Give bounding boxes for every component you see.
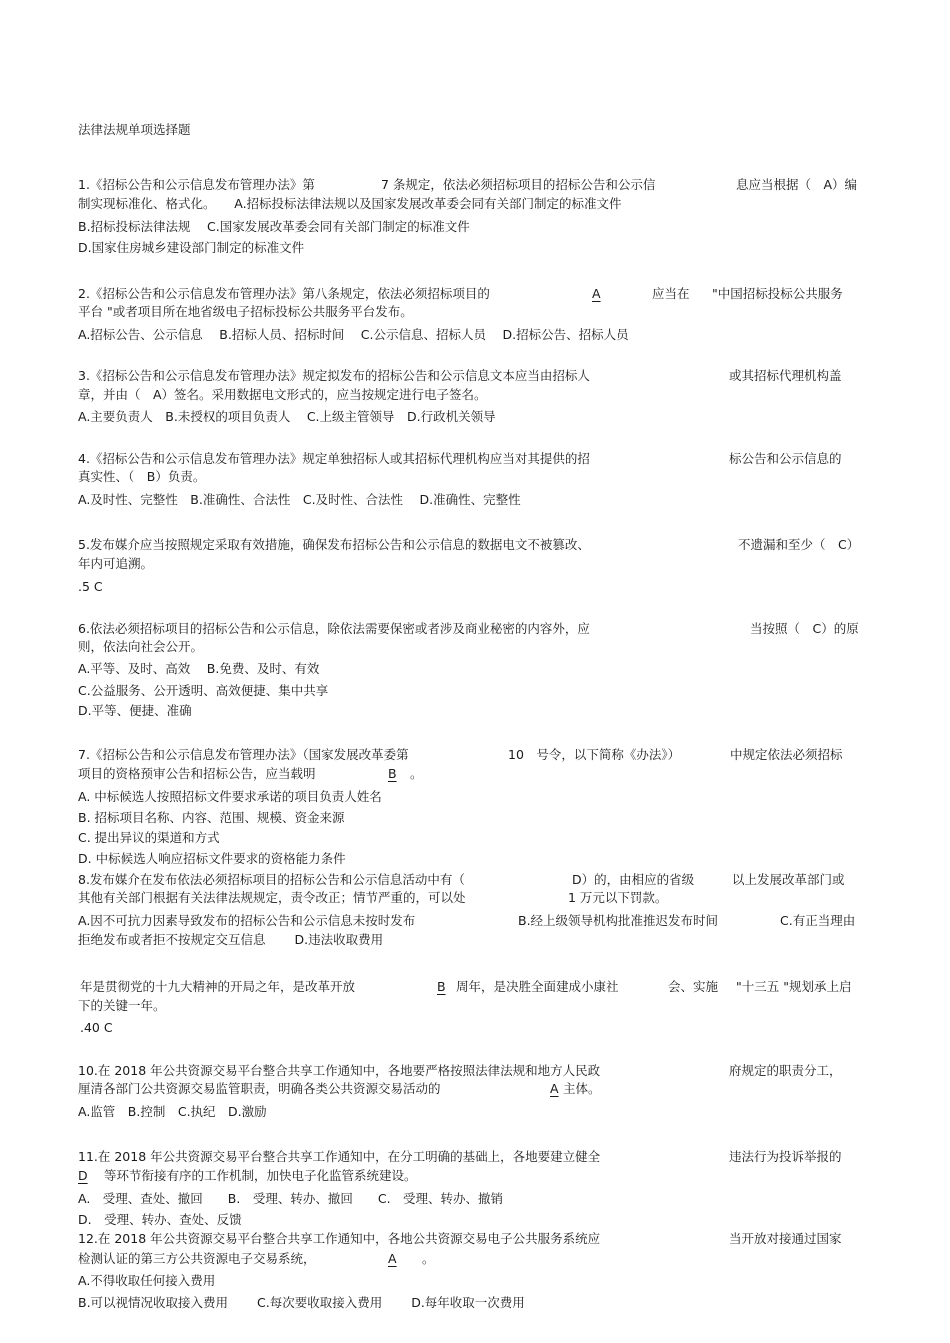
q6-line1-part2: 当按照（ C）的原 — [750, 621, 859, 636]
q4-line1-part1: 4.《招标公告和公示信息发布管理办法》规定单独招标人或其招标代理机构应当对其提供的招 — [78, 451, 590, 466]
q1-line1-part2: 7 条规定，依法必须招标项目的招标公告和公示信 — [381, 177, 656, 192]
q10-options: A.监管 B.控制 C.执纪 D.激励 — [78, 1104, 267, 1119]
q7-line1-part1: 7.《招标公告和公示信息发布管理办法》（国家发展改革委第 — [78, 747, 409, 762]
q12-line2-part1: 检测认证的第三方公共资源电子交易系统， — [78, 1251, 316, 1266]
q9-line1-part1: 年是贯彻党的十九大精神的开局之年，是改革开放 — [80, 979, 356, 994]
q6-options-a-b: A.平等、及时、高效 B.免费、及时、有效 — [78, 661, 320, 676]
q7-option-d: D. 中标候选人响应招标文件要求的资格能力条件 — [78, 851, 346, 866]
q12-line1-part1: 12.在 2018 年公共资源交易平台整合共享工作通知中，各地公共资源交易电子公共服务系统应 — [78, 1231, 601, 1246]
q2-line1-part1: 2.《招标公告和公示信息发布管理办法》第八条规定，依法必须招标项目的 — [78, 286, 490, 301]
q2-line1-part3: 应当在 — [652, 286, 690, 301]
q10-answer-blank — [550, 1079, 560, 1098]
q7-option-c: C. 提出异议的渠道和方式 — [78, 830, 220, 845]
q9-answer: B — [437, 979, 446, 994]
q10-line2-part1: 厘清各部门公共资源交易监管职责，明确各类公共资源交易活动的 — [78, 1081, 441, 1096]
q2-line2: 平台 "或者项目所在地省级电子招标投标公共服务平台发布。 — [78, 304, 413, 319]
q12-options-b-c-d: B.可以视情况收取接入费用 C.每次要收取接入费用 D.每年收取一次费用 — [78, 1295, 525, 1310]
q6-option-d: D.平等、便捷、准确 — [78, 703, 192, 718]
q7-line2-part3: 。 — [410, 766, 423, 781]
q11-answer-blank — [78, 1166, 102, 1185]
q1-line1-part1: 1.《招标公告和公示信息发布管理办法》第 — [78, 177, 315, 192]
q11-option-d: D. 受理、转办、查处、反馈 — [78, 1212, 242, 1227]
q9-line1-part3: 周年，是决胜全面建成小康社 — [456, 979, 619, 994]
q10-line1-part2: 府规定的职责分工， — [729, 1063, 842, 1078]
q2-answer: A — [592, 286, 601, 301]
q12-line1-part2: 当开放对接通过国家 — [729, 1231, 842, 1246]
q3-line2: 章，并由（ A）签名。采用数据电文形式的，应当按规定进行电子签名。 — [78, 387, 487, 402]
q12-line2-part3: 。 — [422, 1251, 435, 1266]
document-title: 法律法规单项选择题 — [78, 122, 191, 137]
q7-answer-blank — [388, 764, 408, 783]
q9-line1-part5: "十三五 "规划承上启 — [736, 979, 852, 994]
q8-line1-part1: 8.发布媒介在发布依法必须招标项目的招标公告和公示信息活动中有（ — [78, 872, 465, 887]
q11-line1-part1: 11.在 2018 年公共资源交易平台整合共享工作通知中，在分工明确的基础上，各地要建立健全 — [78, 1149, 601, 1164]
q8-option-c-part1: C.有正当理由 — [780, 913, 856, 928]
q8-option-b: B.经上级领导机构批准推迟发布时间 — [518, 913, 719, 928]
q11-options-a-b-c: A. 受理、查处、撤回 B. 受理、转办、撤回 C. 受理、转办、撤销 — [78, 1191, 504, 1206]
q2-answer-blank — [592, 284, 648, 303]
q8-line1-part2: D）的，由相应的省级 — [572, 872, 695, 887]
q9-line1-part4: 会、实施 — [668, 979, 719, 994]
q10-line2-part3: 主体。 — [563, 1081, 601, 1096]
q5-line2: 年内可追溯。 — [78, 556, 154, 571]
q7-line2-part1: 项目的资格预审公告和招标公告，应当载明 — [78, 766, 316, 781]
q8-option-a: A.因不可抗力因素导致发布的招标公告和公示信息未按时发布 — [78, 913, 416, 928]
q8-line2-part2: 1 万元以下罚款。 — [568, 890, 668, 905]
q4-line1-part2: 标公告和公示信息的 — [729, 451, 842, 466]
q2-options: A.招标公告、公示信息 B.招标人员、招标时间 C.公示信息、招标人员 D.招标公告、招标人员 — [78, 327, 629, 342]
q6-line2: 则，依法向社会公开。 — [78, 639, 204, 654]
q3-line1-part1: 3.《招标公告和公示信息发布管理办法》规定拟发布的招标公告和公示信息文本应当由招标人 — [78, 368, 590, 383]
q4-line2: 真实性、（ B）负责。 — [78, 469, 206, 484]
q8-option-c-d: 拒绝发布或者拒不按规定交互信息 D.违法收取费用 — [78, 932, 384, 947]
q9-line2: 下的关键一年。 — [78, 998, 166, 1013]
q2-line1-part4: "中国招标投标公共服务 — [712, 286, 843, 301]
q11-line1-part2: 违法行为投诉举报的 — [729, 1149, 842, 1164]
q9-answer-line: .40 C — [80, 1020, 113, 1035]
q7-line1-part3: 中规定依法必须招标 — [730, 747, 843, 762]
q1-option-d: D.国家住房城乡建设部门制定的标准文件 — [78, 240, 305, 255]
q7-line1-part2: 10 号令，以下简称《办法》） — [508, 747, 681, 762]
q4-options: A.及时性、完整性 B.准确性、合法性 C.及时性、合法性 D.准确性、完整性 — [78, 492, 521, 507]
q10-line1-part1: 10.在 2018 年公共资源交易平台整合共享工作通知中，各地要严格按照法律法规和地方人民政 — [78, 1063, 601, 1078]
q7-option-b: B. 招标项目名称、内容、范围、规模、资金来源 — [78, 810, 345, 825]
q3-line1-part2: 或其招标代理机构盖 — [729, 368, 842, 383]
q7-answer: B — [388, 766, 397, 781]
q11-line2-part2: 等环节衔接有序的工作机制，加快电子化监管系统建设。 — [104, 1168, 417, 1183]
q8-line1-part3: 以上发展改革部门或 — [732, 872, 845, 887]
q5-answer-line: .5 C — [78, 579, 103, 594]
q1-options-b-c: B.招标投标法律法规 C.国家发展改革委会同有关部门制定的标准文件 — [78, 219, 470, 234]
q1-line1-part3: 息应当根据（ A）编 — [736, 177, 858, 192]
q6-option-c: C.公益服务、公开透明、高效便捷、集中共享 — [78, 683, 329, 698]
q12-answer: A — [388, 1251, 397, 1266]
q11-answer: D — [78, 1168, 88, 1183]
q12-option-a: A.不得收取任何接入费用 — [78, 1273, 216, 1288]
q10-answer: A — [550, 1081, 559, 1096]
q5-line1-part2: 不遗漏和至少（ C） — [738, 537, 860, 552]
q1-line2: 制实现标准化、格式化。 A.招标投标法律法规以及国家发展改革委会同有关部门制定的标准文件 — [78, 196, 622, 211]
q8-line2-part1: 其他有关部门根据有关法律法规规定，责令改正；情节严重的，可以处 — [78, 890, 466, 905]
q12-answer-blank — [388, 1249, 420, 1268]
q3-options: A.主要负责人 B.未授权的项目负责人 C.上级主管领导 D.行政机关领导 — [78, 409, 496, 424]
q9-answer-blank — [437, 977, 455, 996]
q5-line1-part1: 5.发布媒介应当按照规定采取有效措施，确保发布招标公告和公示信息的数据电文不被篡改、 — [78, 537, 590, 552]
q6-line1-part1: 6.依法必须招标项目的招标公告和公示信息，除依法需要保密或者涉及商业秘密的内容外，应 — [78, 621, 590, 636]
q7-option-a: A. 中标候选人按照招标文件要求承诺的项目负责人姓名 — [78, 789, 382, 804]
